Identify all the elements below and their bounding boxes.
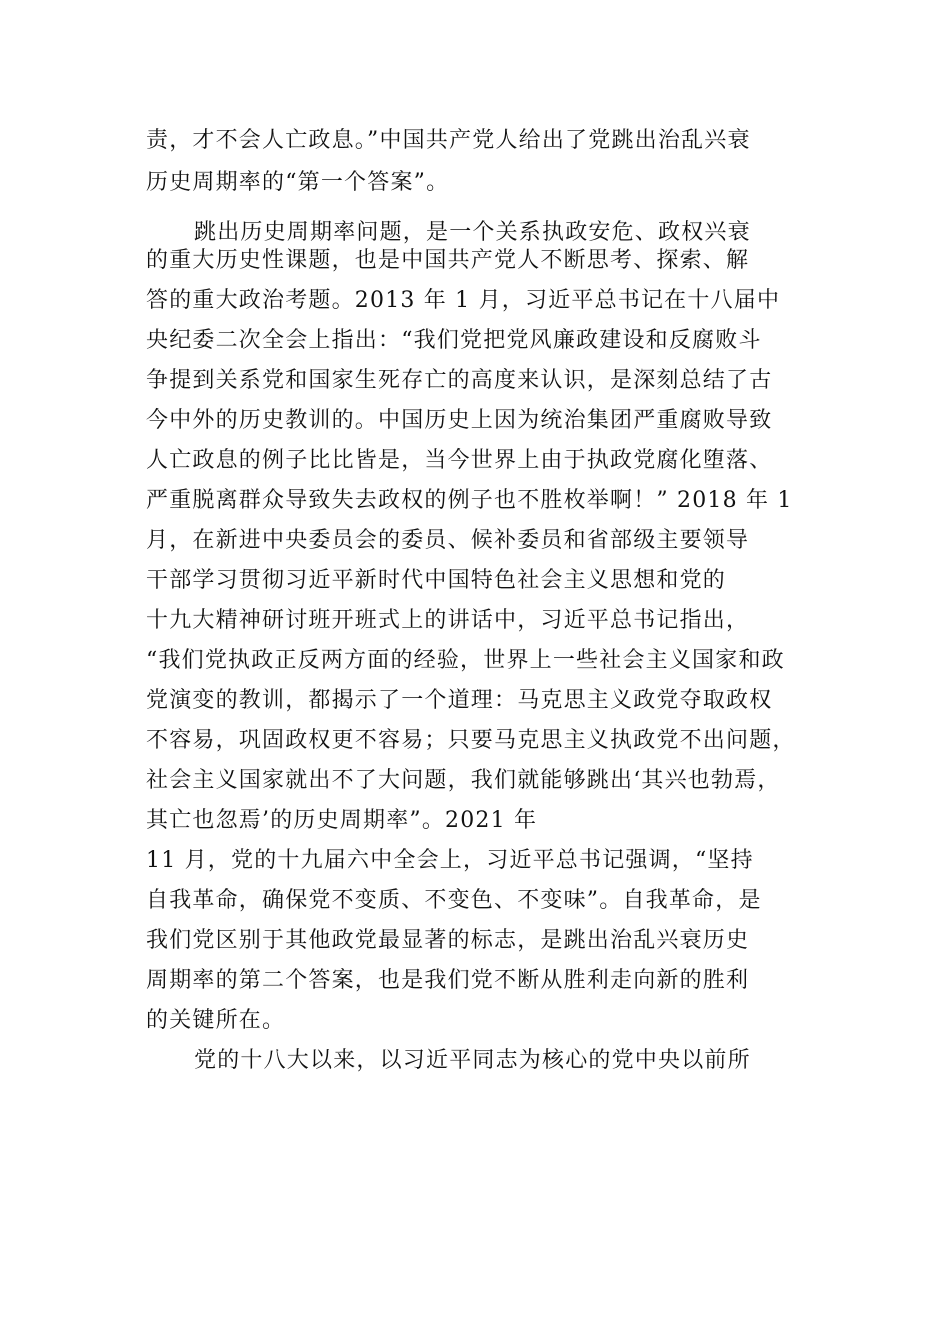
text-line-11: 月，在新进中央委员会的委员、候补委员和省部级主要领导	[146, 528, 750, 553]
text-line-6: 央纪委二次全会上指出：“我们党把党风廉政建设和反腐败斗	[146, 328, 762, 353]
text-line-18: 其亡也忽焉’的历史周期率”。2021 年	[146, 808, 538, 833]
text-line-12: 干部学习贯彻习近平新时代中国特色社会主义思想和党的	[146, 568, 727, 593]
text-line-4: 的重大历史性课题，也是中国共产党人不断思考、探索、解	[146, 248, 750, 273]
text-line-13: 十九大精神研讨班开班式上的讲话中，习近平总书记指出，	[146, 608, 750, 633]
text-line-20: 自我革命，确保党不变质、不变色、不变味”。自我革命，是	[146, 888, 762, 913]
text-line-19: 11 月，党的十九届六中全会上，习近平总书记强调，“坚持	[146, 848, 754, 873]
text-line-10: 严重脱离群众导致失去政权的例子也不胜枚举啊！” 2018 年 1	[146, 488, 793, 513]
text-line-17: 社会主义国家就出不了大问题，我们就能够跳出‘其兴也勃焉，	[146, 768, 781, 793]
text-line-16: 不容易，巩固政权更不容易；只要马克思主义执政党不出问题，	[146, 728, 796, 753]
text-line-5: 答的重大政治考题。2013 年 1 月，习近平总书记在十八届中	[146, 288, 781, 313]
text-line-7: 争提到关系党和国家生死存亡的高度来认识，是深刻总结了古	[146, 368, 773, 393]
text-line-24: 党的十八大以来，以习近平同志为核心的党中央以前所	[194, 1048, 751, 1073]
text-line-21: 我们党区别于其他政党最显著的标志，是跳出治乱兴衰历史	[146, 928, 750, 953]
text-line-23: 的关键所在。	[146, 1008, 286, 1033]
text-line-8: 今中外的历史教训的。中国历史上因为统治集团严重腐败导致	[146, 408, 773, 433]
text-line-22: 周期率的第二个答案，也是我们党不断从胜利走向新的胜利	[146, 968, 750, 993]
text-line-1: 责，才不会人亡政息。”中国共产党人给出了党跳出治乱兴衰	[146, 128, 751, 153]
text-line-3: 跳出历史周期率问题，是一个关系执政安危、政权兴衰	[194, 220, 751, 245]
text-line-2: 历史周期率的“第一个答案”。	[146, 170, 450, 195]
text-line-15: 党演变的教训，都揭示了一个道理：马克思主义政党夺取政权	[146, 688, 773, 713]
text-line-14: “我们党执政正反两方面的经验，世界上一些社会主义国家和政	[146, 648, 785, 673]
text-line-9: 人亡政息的例子比比皆是，当今世界上由于执政党腐化堕落、	[146, 448, 773, 473]
